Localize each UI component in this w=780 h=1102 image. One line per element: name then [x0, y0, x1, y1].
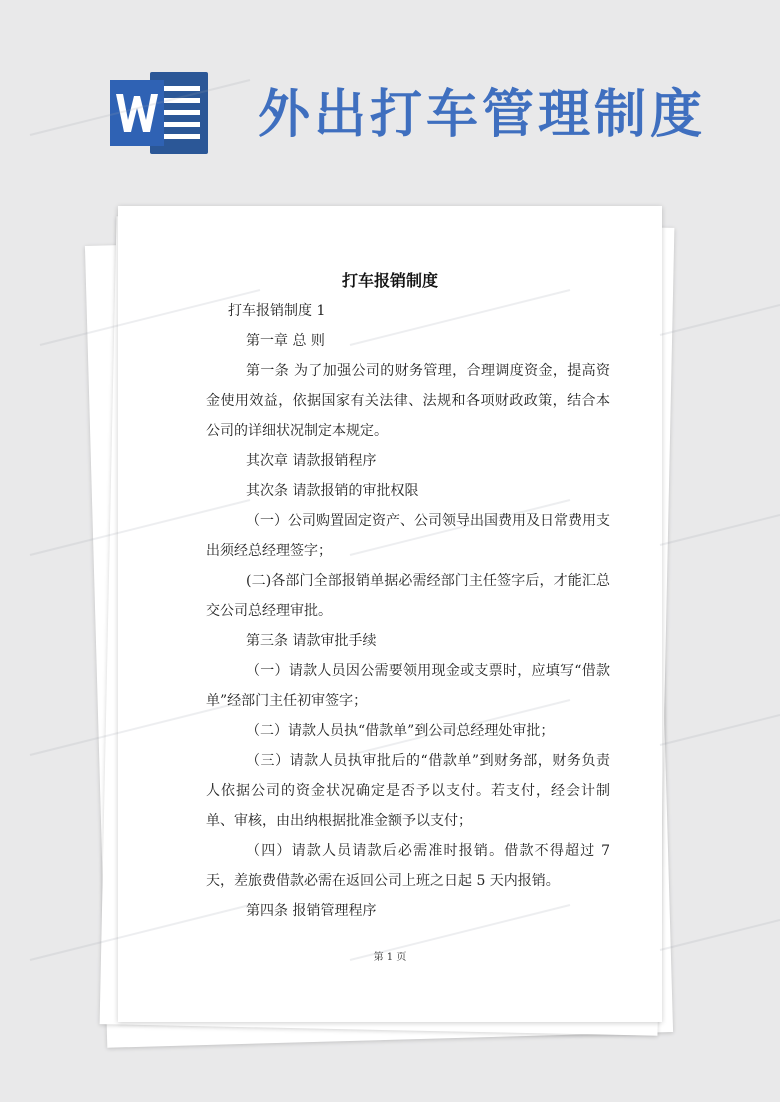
document-page [118, 206, 662, 1022]
banner [0, 0, 780, 190]
word-logo-icon [110, 70, 210, 156]
page-number: 第 1 页 [373, 952, 407, 963]
article-heading: 其次条 请款报销的审批权限 [246, 483, 419, 499]
chapter-heading: 第一章 总 则 [246, 333, 325, 349]
paragraph: （一）公司购置固定资产、公司领导出国费用及日常费用支出须经总经理签字； [206, 513, 610, 559]
document-title: 打车报销制度 [341, 271, 438, 290]
chapter-heading: 其次章 请款报销程序 [246, 453, 377, 469]
paragraph: （三）请款人员执审批后的“借款单”到财务部，财务负责人依据公司的资金状况确定是否予以支付。若支付，经会计制单、审核，由出纳根据批准金额予以支付； [206, 753, 610, 829]
paragraph: （二）请款人员执“借款单”到公司总经理处审批； [246, 723, 555, 739]
article-heading: 第三条 请款审批手续 [246, 633, 377, 649]
paragraph: 第一条 为了加强公司的财务管理，合理调度资金，提高资金使用效益，依据国家有关法律、法规和各项财政政策，结合本公司的详细状况制定本规定。 [206, 363, 610, 439]
article-heading: 第四条 报销管理程序 [246, 903, 377, 919]
paragraph: 打车报销制度 1 [228, 303, 326, 319]
paragraph: （四）请款人员请款后必需准时报销。借款不得超过 7 天，差旅费借款必需在返回公司上班之日起 5 天内报销。 [206, 843, 610, 889]
paragraph: （一）请款人员因公需要领用现金或支票时，应填写“借款单”经部门主任初审签字； [206, 663, 610, 709]
paragraph: (二)各部门全部报销单据必需经部门主任签字后，才能汇总交公司总经理审批。 [206, 573, 610, 619]
banner-title: 外出打车管理制度 [258, 85, 707, 145]
